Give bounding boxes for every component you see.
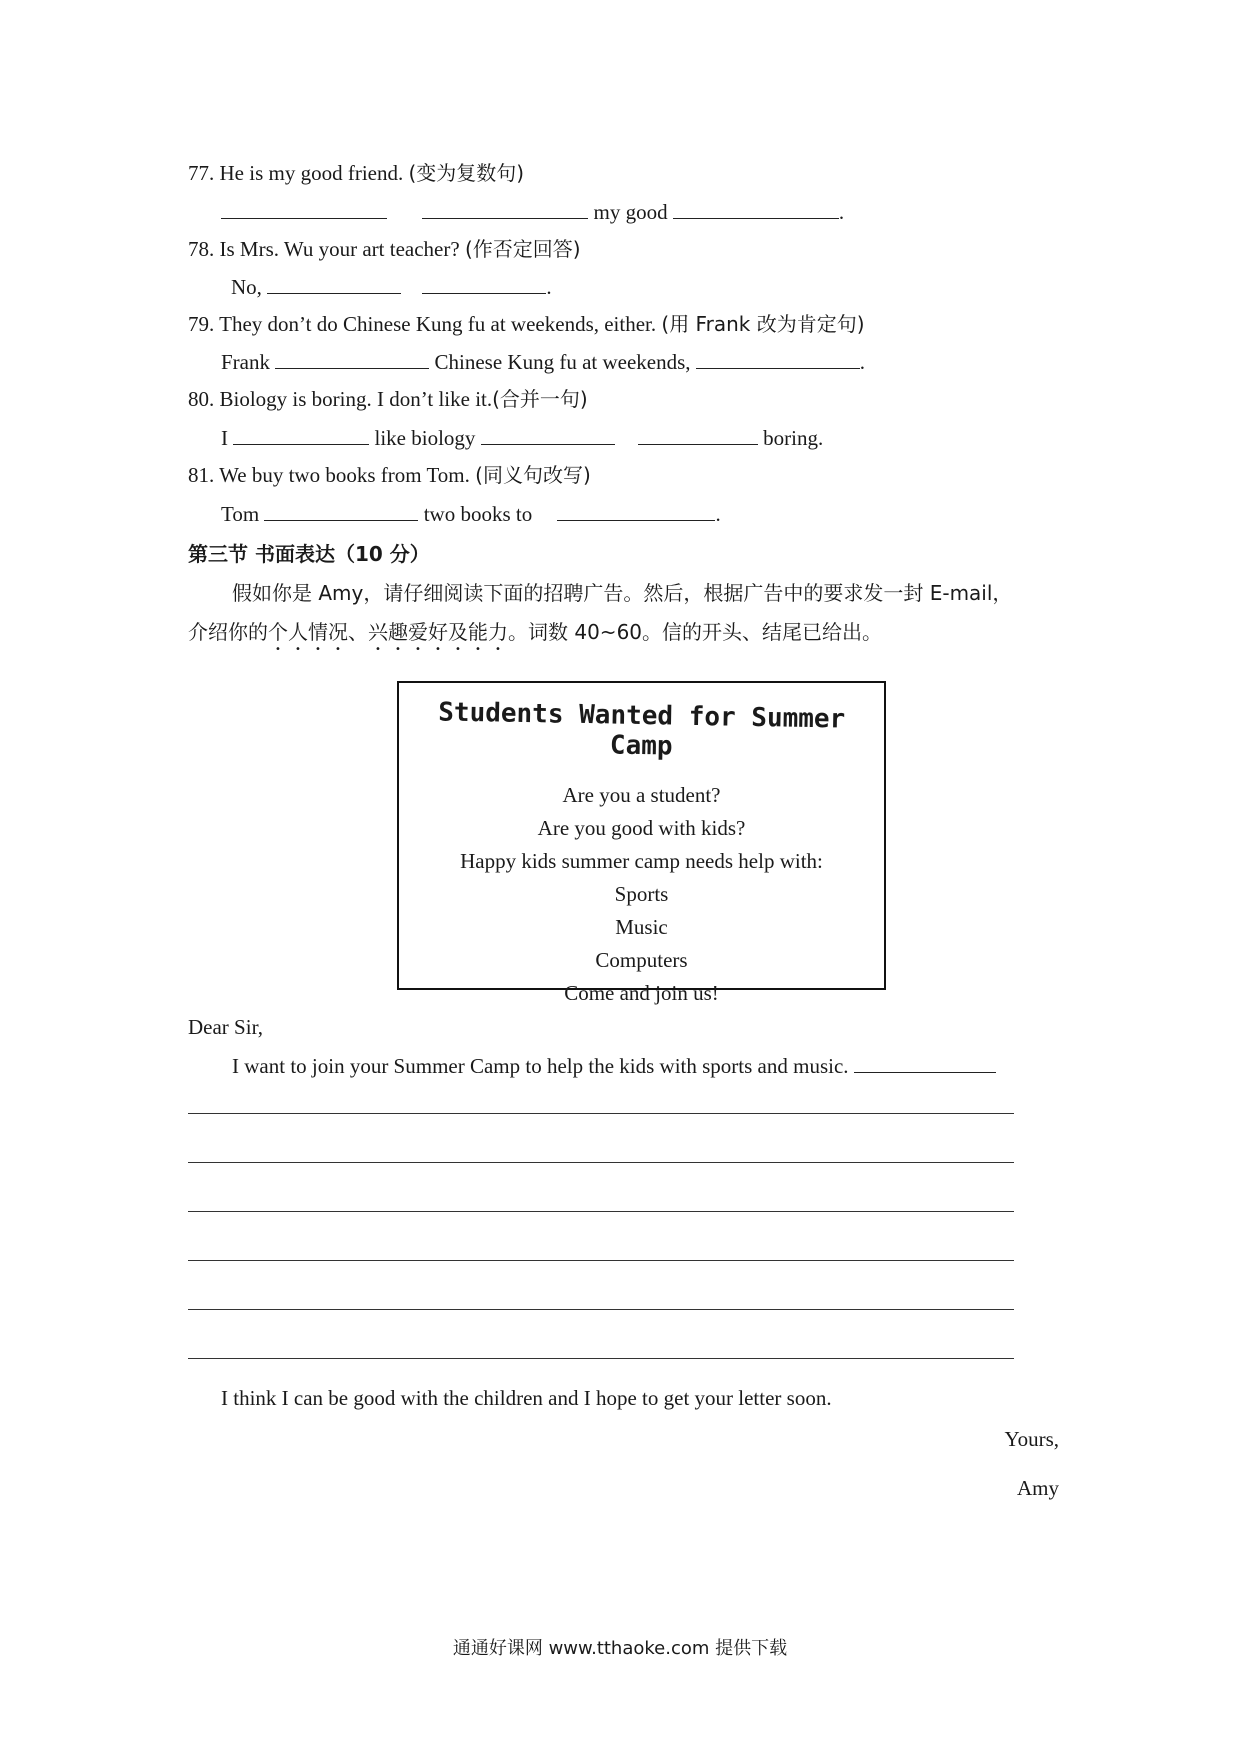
question-81-instruction: (同义句改写) <box>475 463 591 487</box>
answer-80 <box>221 425 823 451</box>
intro-text: 、 <box>348 620 368 644</box>
question-79 <box>188 311 865 337</box>
answer-blank[interactable] <box>696 350 860 369</box>
ad-line: Sports <box>614 882 669 906</box>
question-79-text: 79. They don’t do Chinese Kung fu at weekends, either. <box>188 312 657 336</box>
intro-text: 介绍你的 <box>188 620 268 644</box>
answer-blank[interactable] <box>233 426 369 445</box>
answer-blank[interactable] <box>422 200 588 219</box>
answer-blank[interactable] <box>854 1054 996 1073</box>
ad-line: Music <box>615 915 668 939</box>
question-78-text: 78. Is Mrs. Wu your art teacher? <box>188 237 460 261</box>
answer-79-text: Frank <box>221 350 270 374</box>
answer-78-end: . <box>546 275 552 299</box>
question-78-instruction: (作否定回答) <box>464 237 581 261</box>
answer-78-text: No, <box>231 275 262 299</box>
answer-blank[interactable] <box>267 275 401 294</box>
answer-81 <box>221 501 721 527</box>
answer-blank[interactable] <box>422 275 546 294</box>
question-80 <box>188 386 588 412</box>
question-81 <box>188 462 591 488</box>
ad-body <box>399 779 884 1010</box>
writing-line[interactable] <box>188 1211 1014 1212</box>
answer-80-mid: like biology <box>374 426 476 450</box>
writing-line[interactable] <box>188 1260 1014 1261</box>
answer-blank[interactable] <box>557 502 715 521</box>
letter-opening <box>232 1053 996 1079</box>
answer-81-text: Tom <box>221 502 260 526</box>
letter-signoff: Yours, <box>1004 1427 1059 1451</box>
writing-line[interactable] <box>188 1309 1014 1310</box>
intro-emphasis: 个人情况 <box>268 620 348 644</box>
answer-blank[interactable] <box>673 200 839 219</box>
letter-greeting: Dear Sir, <box>188 1015 263 1039</box>
section-intro-line-2 <box>188 619 882 655</box>
question-77-instruction: (变为复数句) <box>408 161 525 185</box>
answer-blank[interactable] <box>221 200 387 219</box>
answer-80-text: I <box>221 426 228 450</box>
answer-79 <box>221 349 865 375</box>
ad-line: Are you a student? <box>562 783 721 807</box>
question-77-text: 77. He is my good friend. <box>188 161 404 185</box>
letter-opening-text: I want to join your Summer Camp to help the kids with sports and music. <box>232 1054 849 1078</box>
answer-80-end: boring. <box>763 426 824 450</box>
answer-79-mid: Chinese Kung fu at weekends, <box>434 350 691 374</box>
section-title: 第三节 书面表达（10 分） <box>188 542 430 566</box>
footer-credit: 通通好课网 www.tthaoke.com 提供下载 <box>452 1638 788 1659</box>
question-77 <box>188 160 524 186</box>
answer-79-end: . <box>859 350 866 374</box>
answer-81-mid: two books to <box>423 502 533 526</box>
answer-blank[interactable] <box>275 350 429 369</box>
intro-emphasis: 兴趣爱好及能力 <box>368 620 508 644</box>
intro-text: 。词数 40~60。信的开头、结尾已给出。 <box>508 620 883 644</box>
ad-title: Students Wanted for Summer Camp <box>438 697 846 762</box>
writing-line[interactable] <box>188 1162 1014 1163</box>
job-advertisement <box>397 681 886 1005</box>
writing-line[interactable] <box>188 1113 1014 1114</box>
section-intro-line-1: 假如你是 Amy，请仔细阅读下面的招聘广告。然后，根据广告中的要求发一封 E-mail， <box>232 581 1013 605</box>
answer-78 <box>231 274 552 300</box>
question-81-text: 81. We buy two books from Tom. <box>188 463 470 487</box>
letter-signature: Amy <box>1017 1476 1059 1500</box>
letter-closing: I think I can be good with the children and I hope to get your letter soon. <box>221 1386 832 1410</box>
ad-line: Happy kids summer camp needs help with: <box>460 849 823 873</box>
ad-line: Come and join us! <box>564 981 719 1005</box>
answer-81-end: . <box>715 502 721 526</box>
answer-77-end: . <box>838 200 845 224</box>
answer-77-text: my good <box>593 200 668 224</box>
ad-line: Computers <box>595 948 688 972</box>
answer-blank[interactable] <box>638 426 758 445</box>
question-79-instruction: (用 Frank 改为肯定句) <box>661 312 865 336</box>
answer-77 <box>221 199 844 225</box>
question-78 <box>188 236 581 262</box>
question-80-instruction: (合并一句) <box>492 387 588 411</box>
ad-line: Are you good with kids? <box>537 816 746 840</box>
answer-blank[interactable] <box>481 426 615 445</box>
question-80-text: 80. Biology is boring. I don’t like it. <box>188 387 493 411</box>
answer-blank[interactable] <box>264 502 418 521</box>
writing-line[interactable] <box>188 1358 1014 1359</box>
